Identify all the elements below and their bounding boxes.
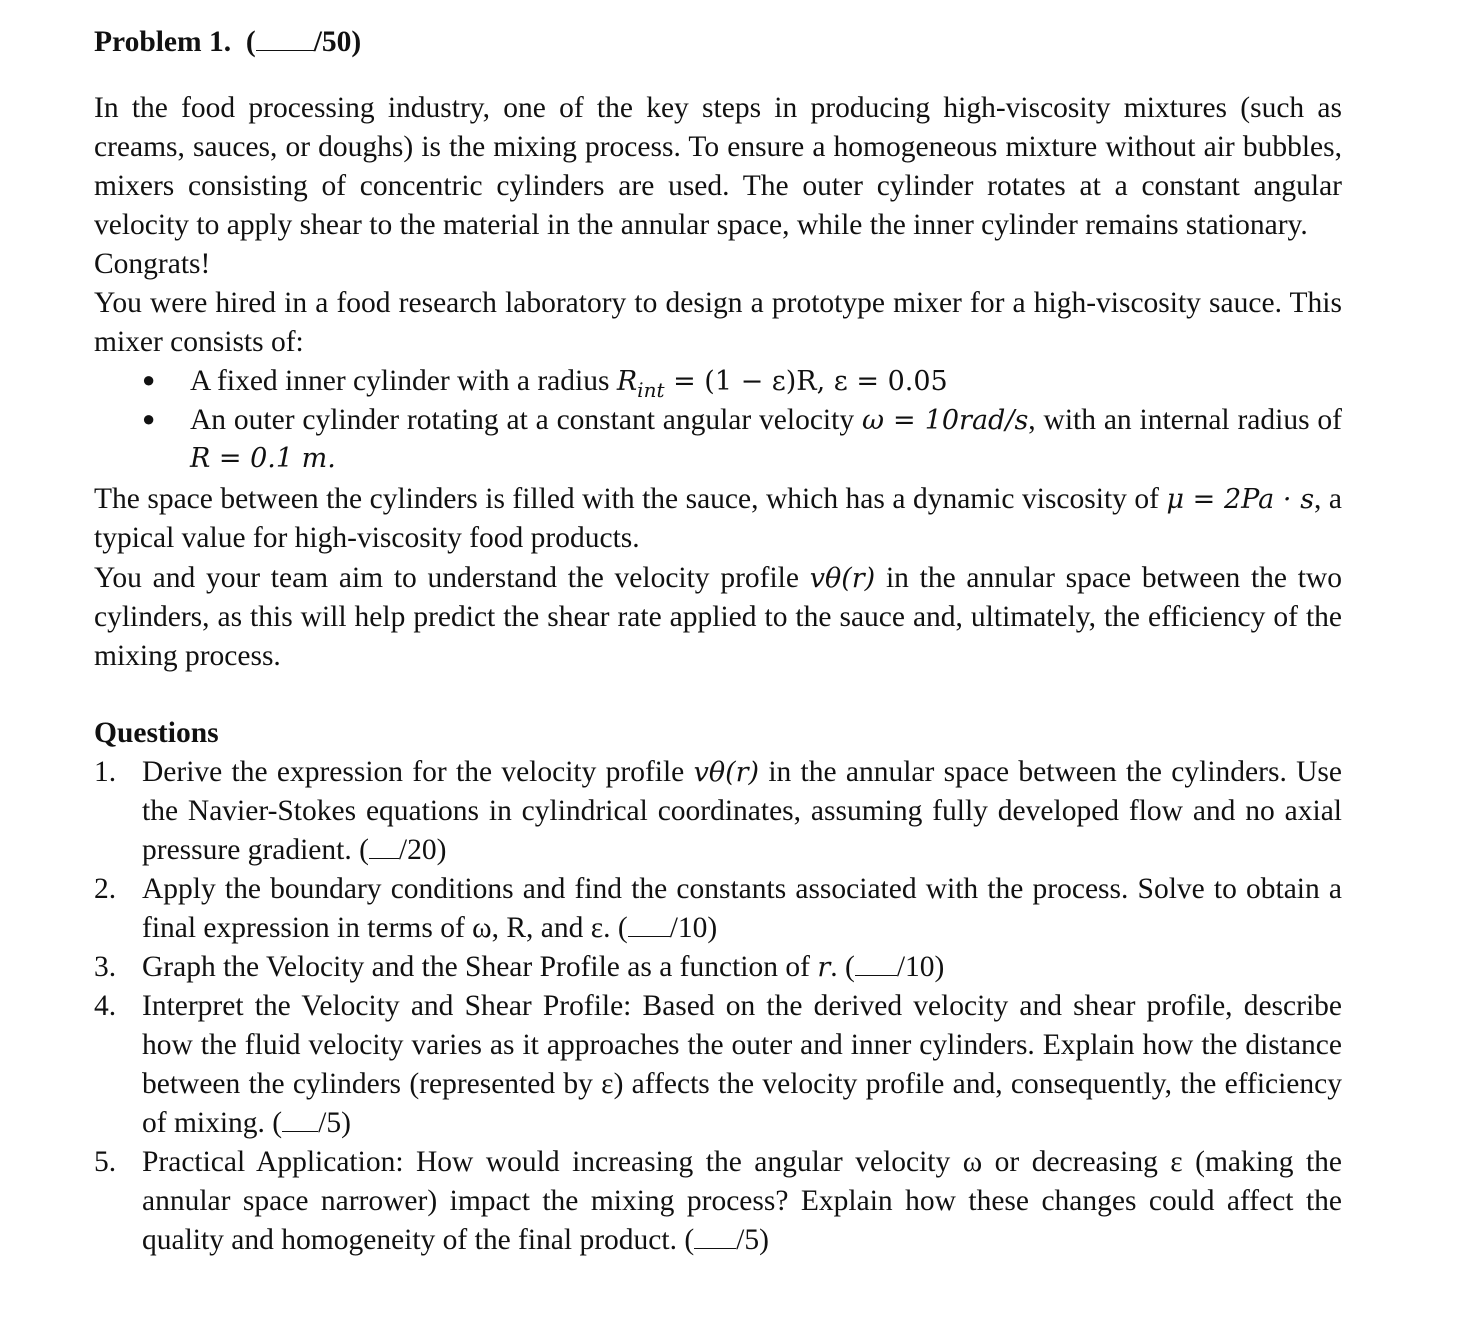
math-omega: ω = 10rad/s [861,405,1029,436]
question-4-line-3: between the cylinders (represented by ε) affects the velocity profile and, consequently, the efficiency [142,1068,1342,1100]
velocity-aim-line-3: mixing process. [94,640,281,672]
problem-points: /50) [313,26,362,58]
intro-line-1: In the food processing industry, one of the key steps in producing high-viscosity mixtures (such as [94,92,1342,124]
question-3-score-blank [855,953,897,976]
question-5-line-2: annular space narrower) impact the mixing process? Explain how these changes could affect the [142,1185,1342,1217]
velocity-aim-line-2: cylinders, as this will help predict the shear rate applied to the sauce and, ultimately, the efficiency of the [94,601,1342,633]
bullet-item-1: A fixed inner cylinder with a radius $R_{int} = (1 - \varepsilon)R$, ε = 0.05 [190,365,948,402]
question-3-points: /10) [896,951,945,983]
question-1-line-1: Derive the expression for the velocity profile vθ(r) in the annular space between the cylinders. Use [142,756,1342,788]
intro-line-2: creams, sauces, or doughs) is the mixing process. To ensure a homogeneous mixture without air bubbles, [94,131,1342,163]
velocity-aim-line: You and your team aim to understand the velocity profile vθ(r) in the annular space between the two [94,562,1342,594]
question-4-line-1: Interpret the Velocity and Shear Profile: Based on the derived velocity and shear profile, describe [142,990,1342,1022]
question-4-points: /5) [318,1107,351,1139]
score-blank [256,28,314,51]
question-4-line-4: of mixing. ( /5) [142,1107,351,1139]
math-epsilon: = (1 − ε)R, ε = 0.05 [664,366,948,397]
question-5-points: /5) [736,1224,769,1256]
questions-heading: Questions [94,717,219,749]
question-5-number: 5. [94,1146,117,1178]
question-4-line-2: how the fluid velocity varies as it approaches the outer and inner cylinders. Explain how the distance [142,1029,1342,1061]
question-2-number: 2. [94,873,117,905]
problem-label: Problem 1. [94,26,232,58]
question-1-points: /20) [398,834,447,866]
bullet-dot-1: ● [142,367,156,392]
question-4-number: 4. [94,990,117,1022]
intro-line-4: velocity to apply shear to the material in the annular space, while the inner cylinder remains stationary. [94,209,1308,241]
question-1-line-2: the Navier-Stokes equations in cylindrical coordinates, assuming fully developed flow and no axial [142,795,1342,827]
math-v-theta: vθ(r) [809,563,876,594]
intro-line-3: mixers consisting of concentric cylinders are used. The outer cylinder rotates at a constant angular [94,170,1342,202]
question-3-line-1: Graph the Velocity and the Shear Profile as a function of r. ( /10) [142,951,945,983]
question-1-line-3: pressure gradient. ( /20) [142,834,447,866]
question-1-number: 1. [94,756,117,788]
math-r-int: R [616,366,638,397]
intro-line-6: You were hired in a food research laboratory to design a prototype mixer for a high-viscosity sauce. This [94,287,1342,319]
question-5-line-3: quality and homogeneity of the final product. ( /5) [142,1224,769,1256]
question-2-line-1: Apply the boundary conditions and find the constants associated with the process. Solve to obtain a [142,873,1342,905]
bullet-dot-2: ● [142,406,156,431]
intro-line-5: Congrats! [94,248,211,280]
question-1-score-blank [369,836,399,859]
problem-title: Problem 1. ( /50) [94,26,362,58]
viscosity-line-2: typical value for high-viscosity food products. [94,522,640,554]
question-3-number: 3. [94,951,117,983]
question-5-line-1: Practical Application: How would increasing the angular velocity ω or decreasing ε (making the [142,1146,1342,1178]
question-5-score-blank [694,1226,736,1249]
question-2-line-2: final expression in terms of ω, R, and ε. ( /10) [142,912,718,944]
math-mu: μ = 2Pa · s [1166,484,1315,515]
bullet-item-2-line-2: R = 0.1 m. [190,443,336,474]
intro-line-7: mixer consists of: [94,326,304,358]
viscosity-line: The space between the cylinders is filled with the sauce, which has a dynamic viscosity of μ = 2Pa · s, a [94,483,1342,515]
question-2-points: /10) [669,912,718,944]
question-4-score-blank [282,1109,318,1132]
question-2-score-blank [628,914,670,937]
bullet-item-2: An outer cylinder rotating at a constant angular velocity ω = 10rad/s, with an internal radius of [190,404,1342,436]
